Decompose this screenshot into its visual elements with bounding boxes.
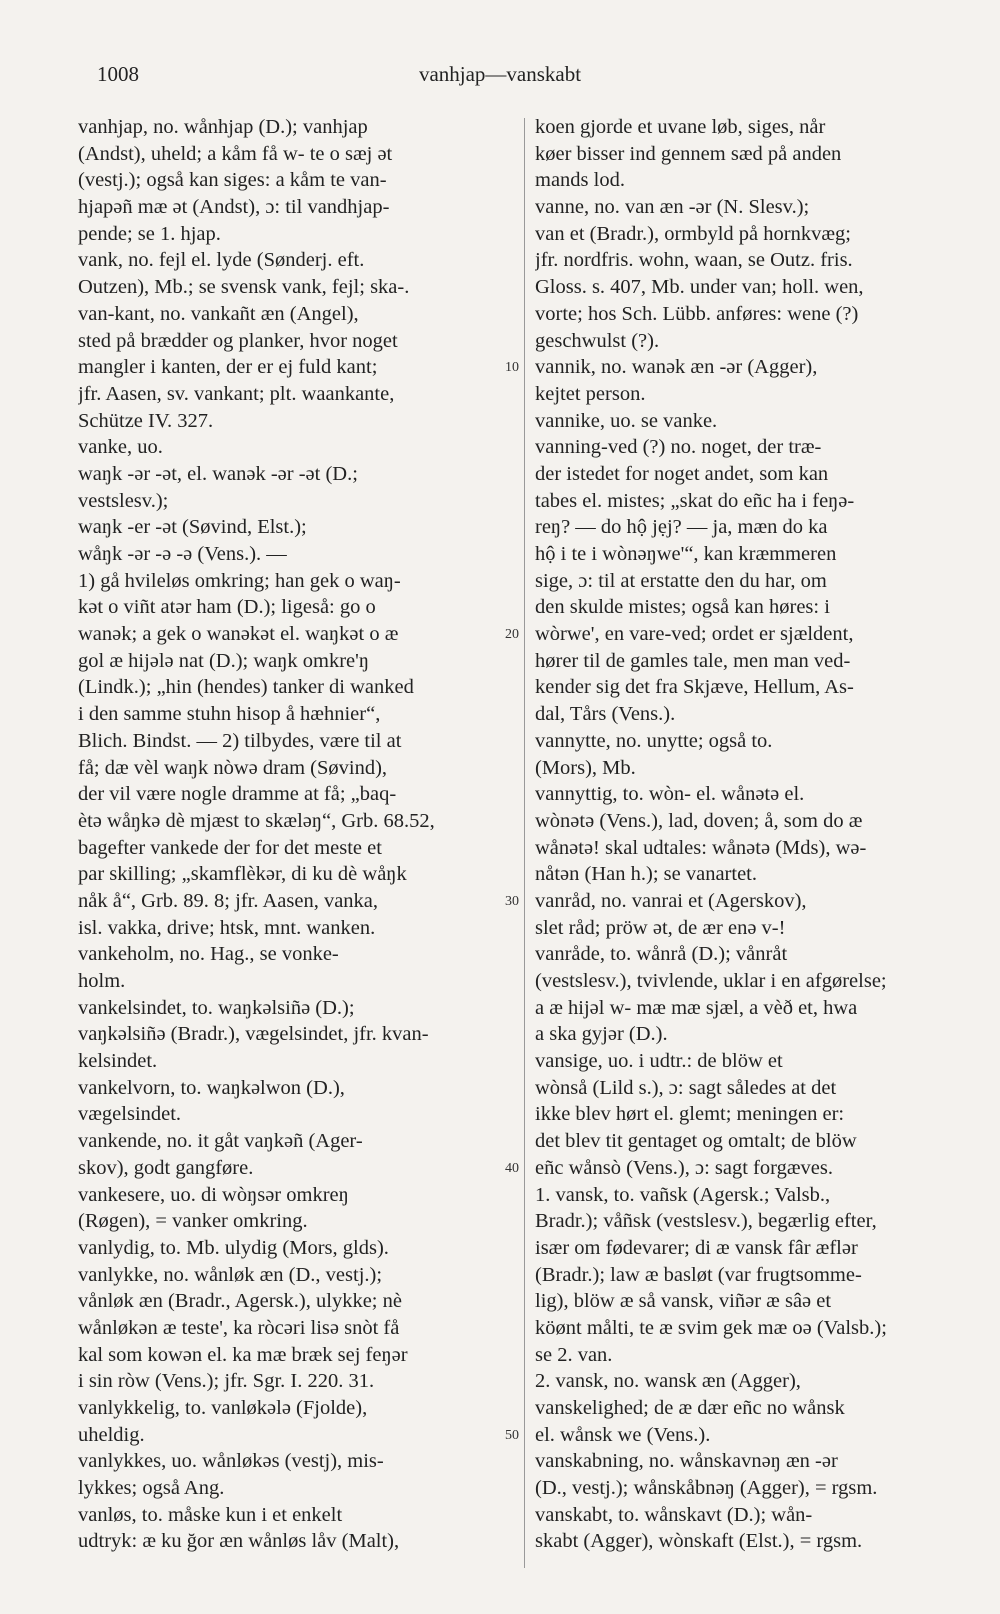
line-number: 50: [505, 1428, 519, 1444]
right-column: [535, 114, 970, 1555]
text-line: sige, ɔ: til at erstatte den du har, om: [535, 569, 827, 592]
text-line: mands lod.: [535, 169, 625, 192]
text-line: vanskelighed; de æ dær eñc no wånsk: [535, 1397, 845, 1419]
text-line: koen gjorde et uvane løb, siges, når: [535, 116, 826, 138]
text-line: ikke blev hørt el. glemt; meningen er:: [535, 1103, 845, 1126]
text-line: uheldig.: [78, 1423, 145, 1446]
text-line: vanråd, no. vanrai et (Agerskov),: [535, 889, 807, 912]
text-line: der vil være nogle dramme at få; „baq-: [78, 783, 397, 806]
text-line: wåŋk -ər -ə -ə (Vens.). —: [78, 543, 287, 565]
text-line: vankelvorn, to. waŋkəlwon (D.),: [78, 1076, 345, 1099]
text-line: den skulde mistes; også kan høres: i: [535, 596, 830, 619]
text-line: nåk å“, Grb. 89. 8; jfr. Aasen, vanka,: [78, 889, 379, 912]
text-line: wanək; a gek o wanəkət el. waŋkət o æ: [78, 623, 399, 646]
text-line: kejtet person.: [535, 382, 646, 405]
text-line: par skilling; „skamflèkər, di ku dè wåŋk: [78, 863, 407, 886]
text-line: kət o viñt atər ham (D.); ligeså: go o: [78, 596, 376, 619]
text-line: (D., vestj.); wånskåbnəŋ (Agger), = rgsm.: [535, 1477, 878, 1500]
text-line: Blich. Bindst. — 2) tilbydes, være til at: [78, 729, 402, 752]
text-line: (vestj.); også kan siges: a kåm te van-: [78, 169, 387, 192]
text-line: vannytte, no. unytte; også to.: [535, 729, 773, 752]
text-line: Bradr.); våñsk (vestslesv.), begærlig efter,: [535, 1210, 877, 1233]
text-line: (Lindk.); „hin (hendes) tanker di wanked: [78, 676, 414, 699]
text-line: Schütze IV. 327.: [78, 409, 214, 432]
text-line: wånətə! skal udtales: wånətə (Mds), wə-: [535, 836, 867, 859]
text-line: geschwulst (?).: [535, 329, 660, 352]
text-line: bagefter vankede der for det meste et: [78, 836, 382, 859]
text-line: (Andst), uheld; a kåm få w- te o sæj ət: [78, 142, 393, 165]
text-line: lykkes; også Ang.: [78, 1477, 225, 1500]
text-line: wònså (Lild s.), ɔ: sagt således at det: [535, 1076, 837, 1099]
text-line: i sin ròw (Vens.); jfr. Sgr. I. 220. 31.: [78, 1370, 375, 1393]
text-line: vankende, no. it gåt vaŋkəñ (Ager-: [78, 1130, 363, 1153]
text-line: vaŋkəlsiñə (Bradr.), vægelsindet, jfr. kvan-: [78, 1023, 429, 1046]
text-line: köønt målti, te æ svim gek mæ oə (Valsb.);: [535, 1316, 887, 1339]
text-line: skabt (Agger), wònskaft (Elst.), = rgsm.: [535, 1530, 863, 1553]
text-line: reŋ? — do hộ jẹj? — ja, mæn do ka: [535, 516, 828, 539]
text-line: vanlydig, to. Mb. ulydig (Mors, glds).: [78, 1236, 389, 1259]
text-line: wånløkən æ teste', ka ròcəri lisə snòt få: [78, 1316, 400, 1339]
text-line: jfr. nordfris. wohn, waan, se Outz. fris.: [535, 249, 853, 272]
text-line: Gloss. s. 407, Mb. under van; holl. wen,: [535, 276, 864, 299]
text-line: 1) gå hvileløs omkring; han gek o waŋ-: [78, 569, 401, 592]
text-line: hjapəñ mæ ət (Andst), ɔ: til vandhjap-: [78, 196, 390, 219]
text-line: vannik, no. wanək æn -ər (Agger),: [535, 356, 818, 379]
text-line: 2. vansk, no. wansk æn (Agger),: [535, 1370, 801, 1393]
text-line: el. wånsk we (Vens.).: [535, 1423, 711, 1446]
text-line: udtryk: æ ku ğor æn wånløs låv (Malt),: [78, 1530, 400, 1553]
text-line: isl. vakka, drive; htsk, mnt. wanken.: [78, 916, 376, 939]
text-line: a ska gyjər (D.).: [535, 1023, 668, 1046]
text-line: slet råd; pröw ət, de ær enə v-!: [535, 916, 786, 939]
column-divider: [524, 118, 525, 1568]
text-line: vanskabt, to. wånskavt (D.); wån-: [535, 1503, 813, 1526]
text-line: vannike, uo. se vanke.: [535, 409, 718, 432]
text-line: vanlykke, no. wånløk æn (D., vestj.);: [78, 1263, 383, 1286]
text-line: vansige, uo. i udtr.: de blöw et: [535, 1050, 783, 1073]
text-line: pende; se 1. hjap.: [78, 222, 221, 245]
text-line: vanhjap, no. wånhjap (D.); vanhjap: [78, 116, 368, 138]
text-line: vannyttig, to. wòn- el. wånətə el.: [535, 783, 805, 806]
text-line: hører til de gamles tale, men man ved-: [535, 649, 851, 672]
text-line: vanning-ved (?) no. noget, der træ-: [535, 436, 822, 459]
text-line: (Bradr.); law æ basløt (var frugtsomme-: [535, 1263, 862, 1286]
line-number: 10: [505, 360, 519, 376]
line-number: 30: [505, 894, 519, 910]
text-line: Outzen), Mb.; se svensk vank, fejl; ska-.: [78, 276, 410, 299]
text-line: vorte; hos Sch. Lübb. anføres: wene (?): [535, 302, 859, 325]
text-line: køer bisser ind gennem sæd på anden: [535, 142, 842, 165]
text-line: vånløk æn (Bradr., Agersk.), ulykke; nè: [78, 1290, 402, 1313]
text-line: vankesere, uo. di wòŋsər omkreŋ: [78, 1183, 349, 1206]
text-line: vægelsindet.: [78, 1103, 182, 1126]
text-line: vanlykkelig, to. vanløkələ (Fjolde),: [78, 1397, 368, 1419]
text-line: vanråde, to. wånrå (D.); vånråt: [535, 943, 788, 966]
text-line: (Mors), Mb.: [535, 756, 636, 779]
text-line: wòrwe', en vare-ved; ordet er sjældent,: [535, 623, 854, 646]
text-line: eñc wånsò (Vens.), ɔ: sagt forgæves.: [535, 1156, 833, 1179]
text-line: der istedet for noget andet, som kan: [535, 462, 829, 485]
text-line: kal som kowən el. ka mæ bræk sej feŋər: [78, 1343, 408, 1366]
text-line: det blev tit gentaget og omtalt; de blöw: [535, 1130, 857, 1153]
text-line: vestslesv.);: [78, 489, 169, 512]
text-line: hộ i te i wònəŋwe'“, kan kræmmeren: [535, 543, 837, 565]
text-line: lig), blöw æ så vansk, viñər æ sâə et: [535, 1290, 832, 1313]
text-line: vanskabning, no. wånskavnəŋ æn -ər: [535, 1450, 838, 1473]
text-line: ètə wåŋkə dè mjæst to skæləŋ“, Grb. 68.52,: [78, 809, 435, 832]
text-line: nåtən (Han h.); se vanartet.: [535, 863, 757, 886]
text-line: jfr. Aasen, sv. vankant; plt. waankante,: [78, 382, 395, 405]
text-line: mangler i kanten, der er ej fuld kant;: [78, 356, 378, 379]
text-line: få; dæ vèl waŋk nòwə dram (Søvind),: [78, 756, 388, 779]
page-number: 1008: [97, 62, 139, 86]
left-column: [78, 114, 516, 1555]
line-number: 20: [505, 627, 519, 643]
running-head: vanhjap—vanskabt: [418, 62, 582, 86]
text-line: vank, no. fejl el. lyde (Sønderj. eft.: [78, 249, 365, 272]
text-line: wònətə (Vens.), lad, doven; å, som do æ: [535, 809, 863, 832]
text-line: gol æ hijələ nat (D.); waŋk omkre'ŋ: [78, 649, 369, 672]
text-line: se 2. van.: [535, 1343, 613, 1366]
text-line: dal, Tårs (Vens.).: [535, 703, 676, 726]
text-line: holm.: [78, 970, 126, 992]
text-line: vanløs, to. måske kun i et enkelt: [78, 1503, 343, 1526]
text-line: kelsindet.: [78, 1050, 158, 1073]
text-line: a æ hijəl w- mæ mæ sjæl, a vèð et, hwa: [535, 996, 858, 1019]
page-header: [0, 62, 1000, 92]
line-number: 40: [505, 1161, 519, 1177]
text-line: vanke, uo.: [78, 436, 163, 459]
text-line: van-kant, no. vankañt æn (Angel),: [78, 302, 359, 325]
text-line: kender sig det fra Skjæve, Hellum, As-: [535, 676, 854, 699]
text-line: 1. vansk, to. vañsk (Agersk.; Valsb.,: [535, 1183, 831, 1206]
text-line: især om fødevarer; di æ vansk fâr æflər: [535, 1236, 858, 1259]
text-line: vanlykkes, uo. wånløkəs (vestj), mis-: [78, 1450, 384, 1473]
text-line: waŋk -er -ət (Søvind, Elst.);: [78, 516, 307, 539]
text-line: skov), godt gangføre.: [78, 1156, 254, 1179]
text-line: i den samme stuhn hisop å hæhnier“,: [78, 703, 381, 726]
text-line: vankeholm, no. Hag., se vonke-: [78, 943, 339, 966]
text-line: waŋk -ər -ət, el. wanək -ər -ət (D.;: [78, 462, 358, 485]
text-line: sted på brædder og planker, hvor noget: [78, 329, 398, 352]
text-line: vanne, no. van æn -ər (N. Slesv.);: [535, 196, 810, 219]
text-line: vankelsindet, to. waŋkəlsiñə (D.);: [78, 996, 355, 1019]
text-line: (vestslesv.), tvivlende, uklar i en afgørelse;: [535, 970, 887, 992]
text-line: van et (Bradr.), ormbyld på hornkvæg;: [535, 222, 851, 245]
text-line: (Røgen), = vanker omkring.: [78, 1210, 308, 1233]
text-line: tabes el. mistes; „skat do eñc ha i feŋə-: [535, 489, 855, 512]
